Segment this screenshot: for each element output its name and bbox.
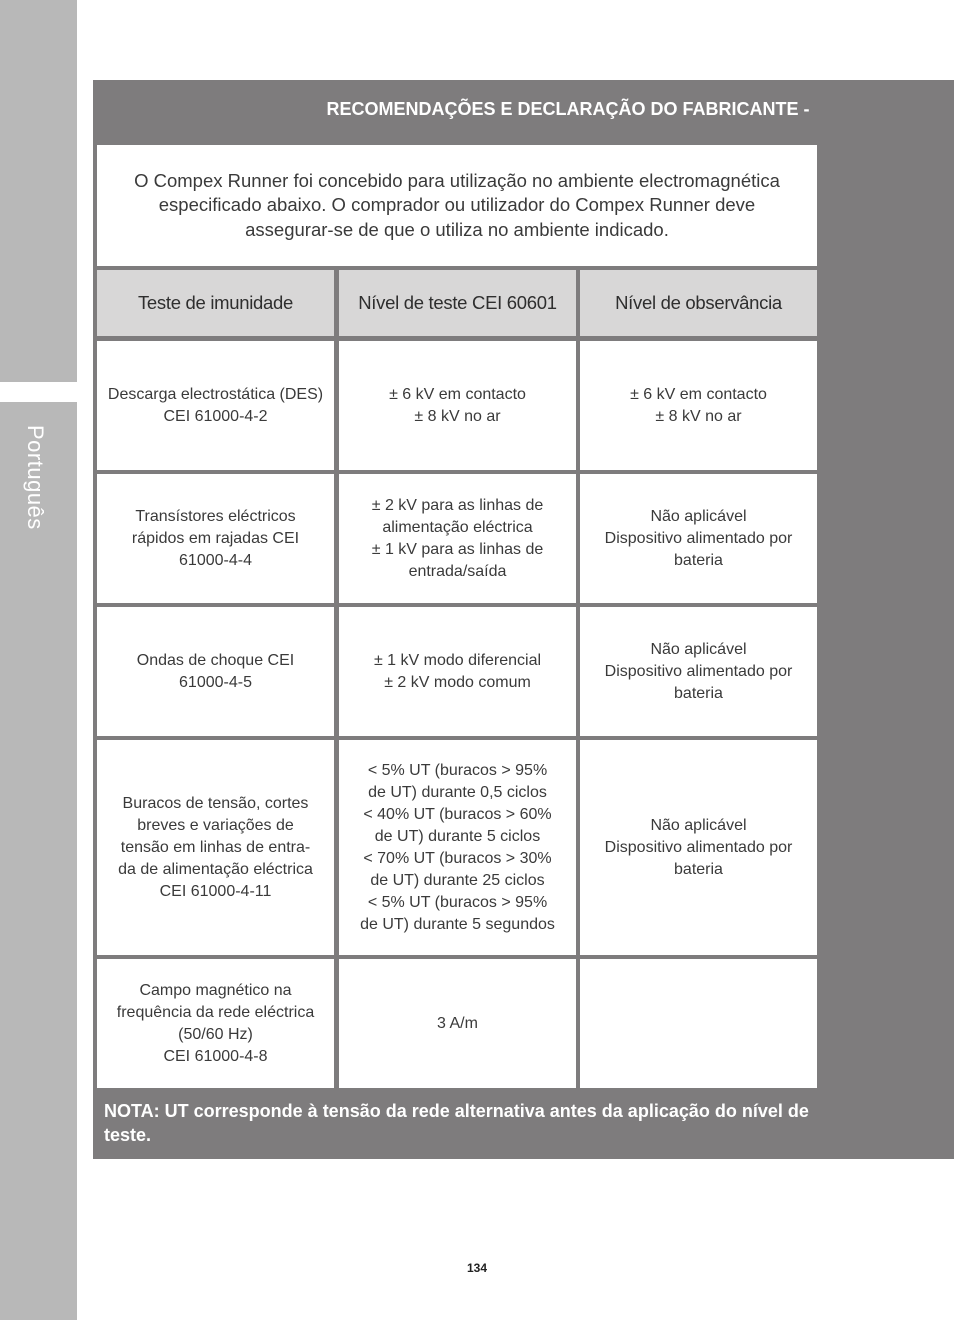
page-number: 134 <box>466 1261 488 1275</box>
header-immunity-test: Teste de imunidade <box>97 270 334 336</box>
table-cell: ± 6 kV em contacto ± 8 kV no ar <box>580 341 817 470</box>
header-compliance-level: Nível de observância <box>580 270 817 336</box>
emc-declaration-panel <box>93 80 954 1159</box>
table-cell: < 5% UT (buracos > 95% de UT) durante 0,5 ciclos < 40% UT (buracos > 60% de UT) durante 5 ciclos < 70% UT (buracos > 30% de UT) durante 25 ciclos < 5% UT (buracos > 95% de UT) durante 5 segundos <box>339 740 576 955</box>
intro-text: O Compex Runner foi concebido para utilização no ambiente electromagnética especificado abaixo. O comprador ou utilizador do Compex Runner deve assegurar-se de que o utiliza no ambiente indicado. <box>134 169 780 240</box>
table-cell: Não aplicável Dispositivo alimentado por bateria <box>580 607 817 736</box>
language-tab-label: Português <box>23 425 48 530</box>
table-cell: Não aplicável Dispositivo alimentado por bateria <box>580 474 817 603</box>
table-cell: Ondas de choque CEI 61000-4-5 <box>97 607 334 736</box>
table-cell: ± 2 kV para as linhas de alimentação eléctrica ± 1 kV para as linhas de entrada/saída <box>339 474 576 603</box>
table-cell: Não aplicável Dispositivo alimentado por bateria <box>580 740 817 955</box>
language-tab <box>22 425 56 545</box>
table-cell: Campo magnético na frequência da rede eléctrica (50/60 Hz) CEI 61000-4-8 <box>97 959 334 1088</box>
intro-box <box>97 145 817 266</box>
table-cell: ± 6 kV em contacto ± 8 kV no ar <box>339 341 576 470</box>
table-cell: Transístores eléctricos rápidos em rajadas CEI 61000-4-4 <box>97 474 334 603</box>
table-cell: Descarga electrostática (DES) CEI 61000-4-2 <box>97 341 334 470</box>
note-text: NOTA: UT corresponde à tensão da rede alternativa antes da aplicação do nível de teste. <box>104 1101 809 1145</box>
table-cell <box>580 959 817 1088</box>
table-cell: 3 A/m <box>339 959 576 1088</box>
table-cell: Buracos de tensão, cortes breves e variações de tensão em linhas de entra- da de alimentação eléctrica CEI 61000-4-11 <box>97 740 334 955</box>
table-cell: ± 1 kV modo diferencial ± 2 kV modo comum <box>339 607 576 736</box>
header-test-level: Nível de teste CEI 60601 <box>339 270 576 336</box>
panel-title: RECOMENDAÇÕES E DECLARAÇÃO DO FABRICANTE - <box>326 99 810 119</box>
sidebar-tab-top <box>0 0 77 382</box>
